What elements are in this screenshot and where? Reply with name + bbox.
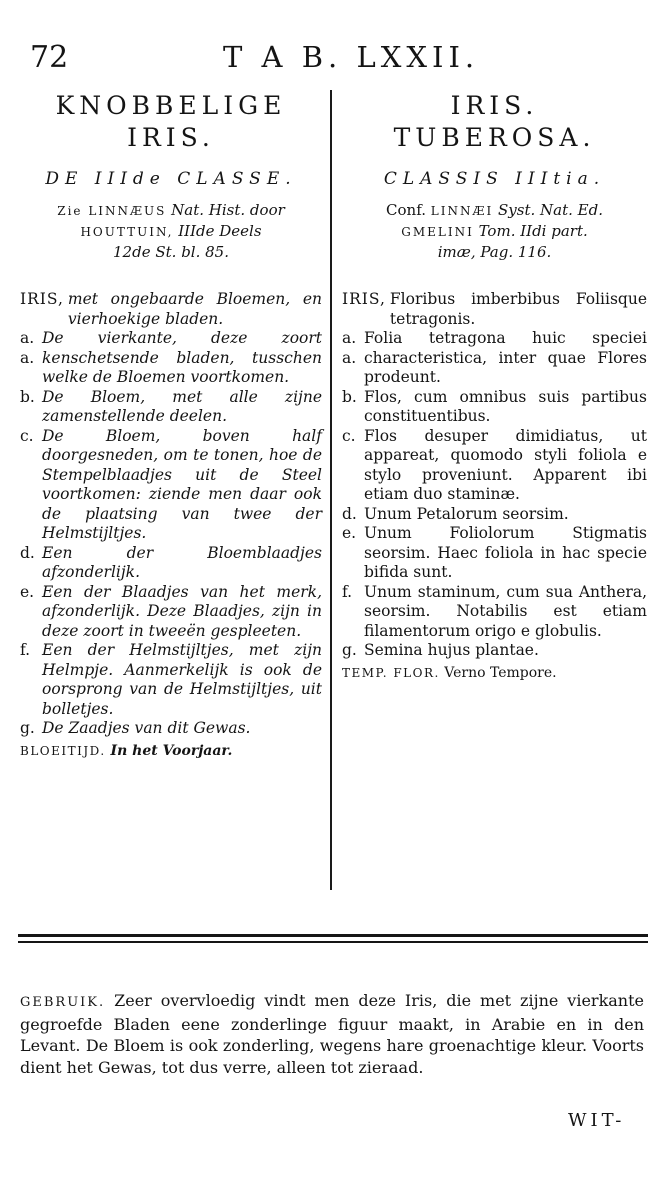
- dutch-entry-text: Een der Helmstijltjes, met zijn Helmpje. Aanmerkelijk is ook de oorsprong van de Helmstijltjes, uit bolletjes.: [42, 641, 322, 718]
- dutch-ref-work: Nat. Hist. door: [166, 201, 285, 219]
- latin-entry-label: IRIS,: [342, 290, 386, 308]
- latin-flowering-key: TEMP. FLOR.: [342, 665, 440, 680]
- latin-title-line2: TUBEROSA.: [393, 123, 596, 152]
- dutch-entry-label: b.: [20, 387, 35, 406]
- latin-ref-part: Tom. IIdi part.: [473, 222, 588, 240]
- latin-entry-label: e.: [342, 524, 357, 542]
- usage-paragraph: [20, 990, 644, 1078]
- latin-entry: [342, 388, 647, 427]
- catchword: WIT-: [568, 1110, 626, 1131]
- column-divider: [330, 90, 332, 890]
- dutch-entry: [20, 388, 322, 427]
- dutch-entry-text: De vierkante, deze zoort kenschetsende bladen, tusschen welke de Bloemen voortkomen.: [42, 329, 322, 386]
- dutch-entry-label: a. a.: [20, 329, 35, 367]
- latin-ref-editor: GMELINI: [401, 225, 474, 239]
- latin-entry-label: c.: [342, 426, 356, 445]
- latin-entry-text: Folia tetragona huic speciei characteristica, inter quae Flores prodeunt.: [364, 329, 647, 386]
- latin-entry: [342, 524, 647, 583]
- dutch-entry-text: De Bloem, boven half doorgesneden, om te tonen, hoe de Stempelblaadjes uit de Steel voortkomen: ziende men daar ook de plaatsing van twee der Helmstijltjes.: [42, 426, 322, 542]
- latin-flowering-time: [342, 663, 647, 683]
- plate-title: T A B. LXXII.: [223, 40, 480, 74]
- dutch-ref-part: IIIde Deels: [173, 222, 262, 240]
- latin-ref-author: LINNÆI: [430, 204, 494, 218]
- latin-reference: [342, 200, 647, 262]
- latin-entry: [342, 290, 647, 329]
- latin-entry-text: Semina hujus plantae.: [364, 641, 539, 659]
- latin-entry-label: g.: [342, 641, 357, 659]
- latin-entry-text: Floribus imberbibus Foliisque tetragonis.: [389, 290, 647, 328]
- dutch-entry-text: De Zaadjes van dit Gewas.: [42, 719, 251, 737]
- dutch-entry-text: De Bloem, met alle zijne zamenstellende deelen.: [42, 387, 322, 425]
- dutch-column: [20, 90, 322, 761]
- latin-entry: [342, 583, 647, 642]
- latin-entry-text: Unum Petalorum seorsim.: [364, 504, 569, 523]
- usage-text: Zeer overvloedig vindt men deze Iris, die met zijne vierkante gegroefde Bladen eene zonderlinge figuur maakt, in Arabie en in den Levant. De Bloem is ook zonderling, wegens hare groenachtige kleur. Voorts dient het Gewas, tot dus verre, alleen tot zieraad.: [20, 991, 644, 1077]
- page-number: 72: [30, 40, 69, 75]
- dutch-classis: DE IIIde CLASSE.: [45, 169, 297, 189]
- dutch-flowering-time: [20, 741, 322, 761]
- dutch-ref-translator: HOUTTUIN,: [80, 225, 174, 239]
- dutch-entry-label: f.: [20, 641, 31, 659]
- latin-entry: [342, 641, 647, 661]
- dutch-entry-label: e.: [20, 582, 35, 601]
- dutch-entry-text: met ongebaarde Bloemen, en vierhoekige bladen.: [67, 290, 322, 328]
- latin-flowering-value: Verno Tempore.: [439, 664, 557, 681]
- latin-entry: [342, 427, 647, 505]
- latin-entry-label: d.: [342, 504, 357, 523]
- latin-ref-conf: Conf.: [386, 201, 431, 219]
- latin-ref-page: imæ, Pag. 116.: [437, 243, 552, 261]
- double-rule-bottom: [18, 941, 648, 943]
- latin-entry-label: a. a.: [342, 329, 357, 367]
- dutch-entry: [20, 641, 322, 719]
- latin-entry-text: Unum staminum, cum sua Anthera, seorsim. Notabilis est etiam filamentorum origo e globulis.: [364, 582, 647, 640]
- dutch-ref-author: Zie LINNÆUS: [57, 204, 167, 218]
- latin-entries: [342, 290, 647, 683]
- dutch-entry: [20, 329, 322, 388]
- double-rule-top: [18, 934, 648, 937]
- dutch-entry-text: Een der Blaadjes van het merk, afzonderlijk. Deze Blaadjes, zijn in deze zoort in tweeën gespleeten.: [42, 582, 322, 640]
- latin-entry: [342, 329, 647, 388]
- dutch-flowering-value: In het Voorjaar.: [105, 742, 233, 759]
- dutch-entries: [20, 290, 322, 761]
- dutch-ref-page: 12de St. bl. 85.: [113, 243, 229, 261]
- dutch-entry-label: g.: [20, 719, 35, 737]
- dutch-entry: [20, 719, 322, 739]
- dutch-flowering-key: BLOEITIJD.: [20, 743, 106, 758]
- latin-entry-label: b.: [342, 387, 357, 406]
- dutch-entry-label: c.: [20, 426, 34, 445]
- dutch-entry: [20, 427, 322, 544]
- latin-classis: CLASSIS IIItia.: [383, 169, 606, 189]
- latin-entry-text: Unum Foliolorum Stigmatis seorsim. Haec foliola in hac specie bifida sunt.: [364, 524, 647, 581]
- latin-title-line1: IRIS.: [450, 91, 539, 120]
- latin-ref-work: Syst. Nat. Ed.: [493, 201, 603, 219]
- dutch-entry-label: d.: [20, 543, 35, 562]
- latin-entry-text: Flos, cum omnibus suis partibus constituentibus.: [364, 387, 647, 425]
- dutch-entry: [20, 544, 322, 583]
- dutch-title-line2: IRIS.: [127, 123, 215, 152]
- latin-column: [342, 90, 647, 683]
- usage-key: GEBRUIK.: [20, 995, 106, 1010]
- latin-entry-text: Flos desuper dimidiatus, ut appareat, quomodo styli foliola e stylo proveniunt. Apparent ibi etiam duo staminæ.: [364, 426, 647, 503]
- dutch-entry: [20, 290, 322, 329]
- dutch-entry-text: Een der Bloemblaadjes afzonderlijk.: [42, 543, 322, 581]
- dutch-entry-label: IRIS,: [20, 290, 64, 308]
- dutch-title-line1: KNOBBELIGE: [55, 91, 287, 120]
- latin-entry: [342, 505, 647, 525]
- dutch-entry: [20, 583, 322, 642]
- latin-entry-label: f.: [342, 582, 353, 601]
- dutch-reference: [20, 200, 322, 262]
